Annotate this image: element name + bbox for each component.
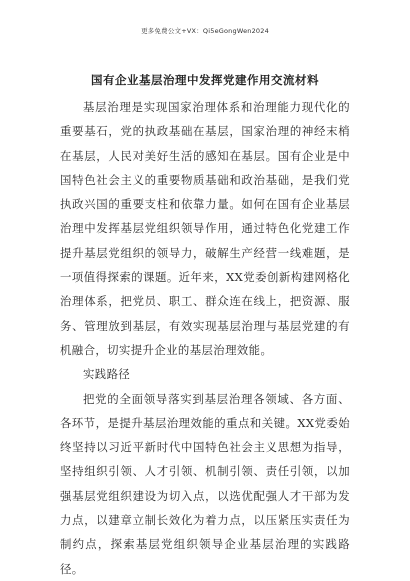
section-heading: 实践路径: [83, 367, 131, 382]
document-body: [60, 95, 350, 581]
header-note: 更多免费公文+VX：Qi5eGongWen2024: [141, 27, 269, 35]
document-title: 国有企业基层治理中发挥党建作用交流材料: [91, 73, 319, 87]
body-paragraph-1: 基层治理是实现国家治理体系和治理能力现代化的重要基石，党的执政基础在基层，国家治理的神经末梢在基层，人民对美好生活的感知在基层。国有企业是中国特色社会主义的重要物质基础和政治基础，是我们党执政兴国的重要支柱和依靠力量。如何在国有企业基层治理中发挥基层党组织领导作用，通过特色化党建工作提升基层党组织的领导力，破解生产经营一线难题，是一项值得探索的课题。近年来，XX党委创新构建网格化治理体系，把党员、职工、群众连在线上，把资源、服务、管理放到基层，有效实现基层治理与基层党建的有机融合，切实提升企业的基层治理效能。: [60, 100, 350, 357]
body-paragraph-2: 把党的全面领导落实到基层治理各领域、各方面、各环节，是提升基层治理效能的重点和关键。XX党委始终坚持以习近平新时代中国特色社会主义思想为指导，坚持组织引领、人才引领、机制引领、责任引领，以加强基层党组织建设为切入点，以选优配强人才干部为发力点，以建章立制长效化为着力点，以压紧压实责任为制约点，探索基层党组织领导企业基层治理的实践路径。: [60, 391, 350, 576]
